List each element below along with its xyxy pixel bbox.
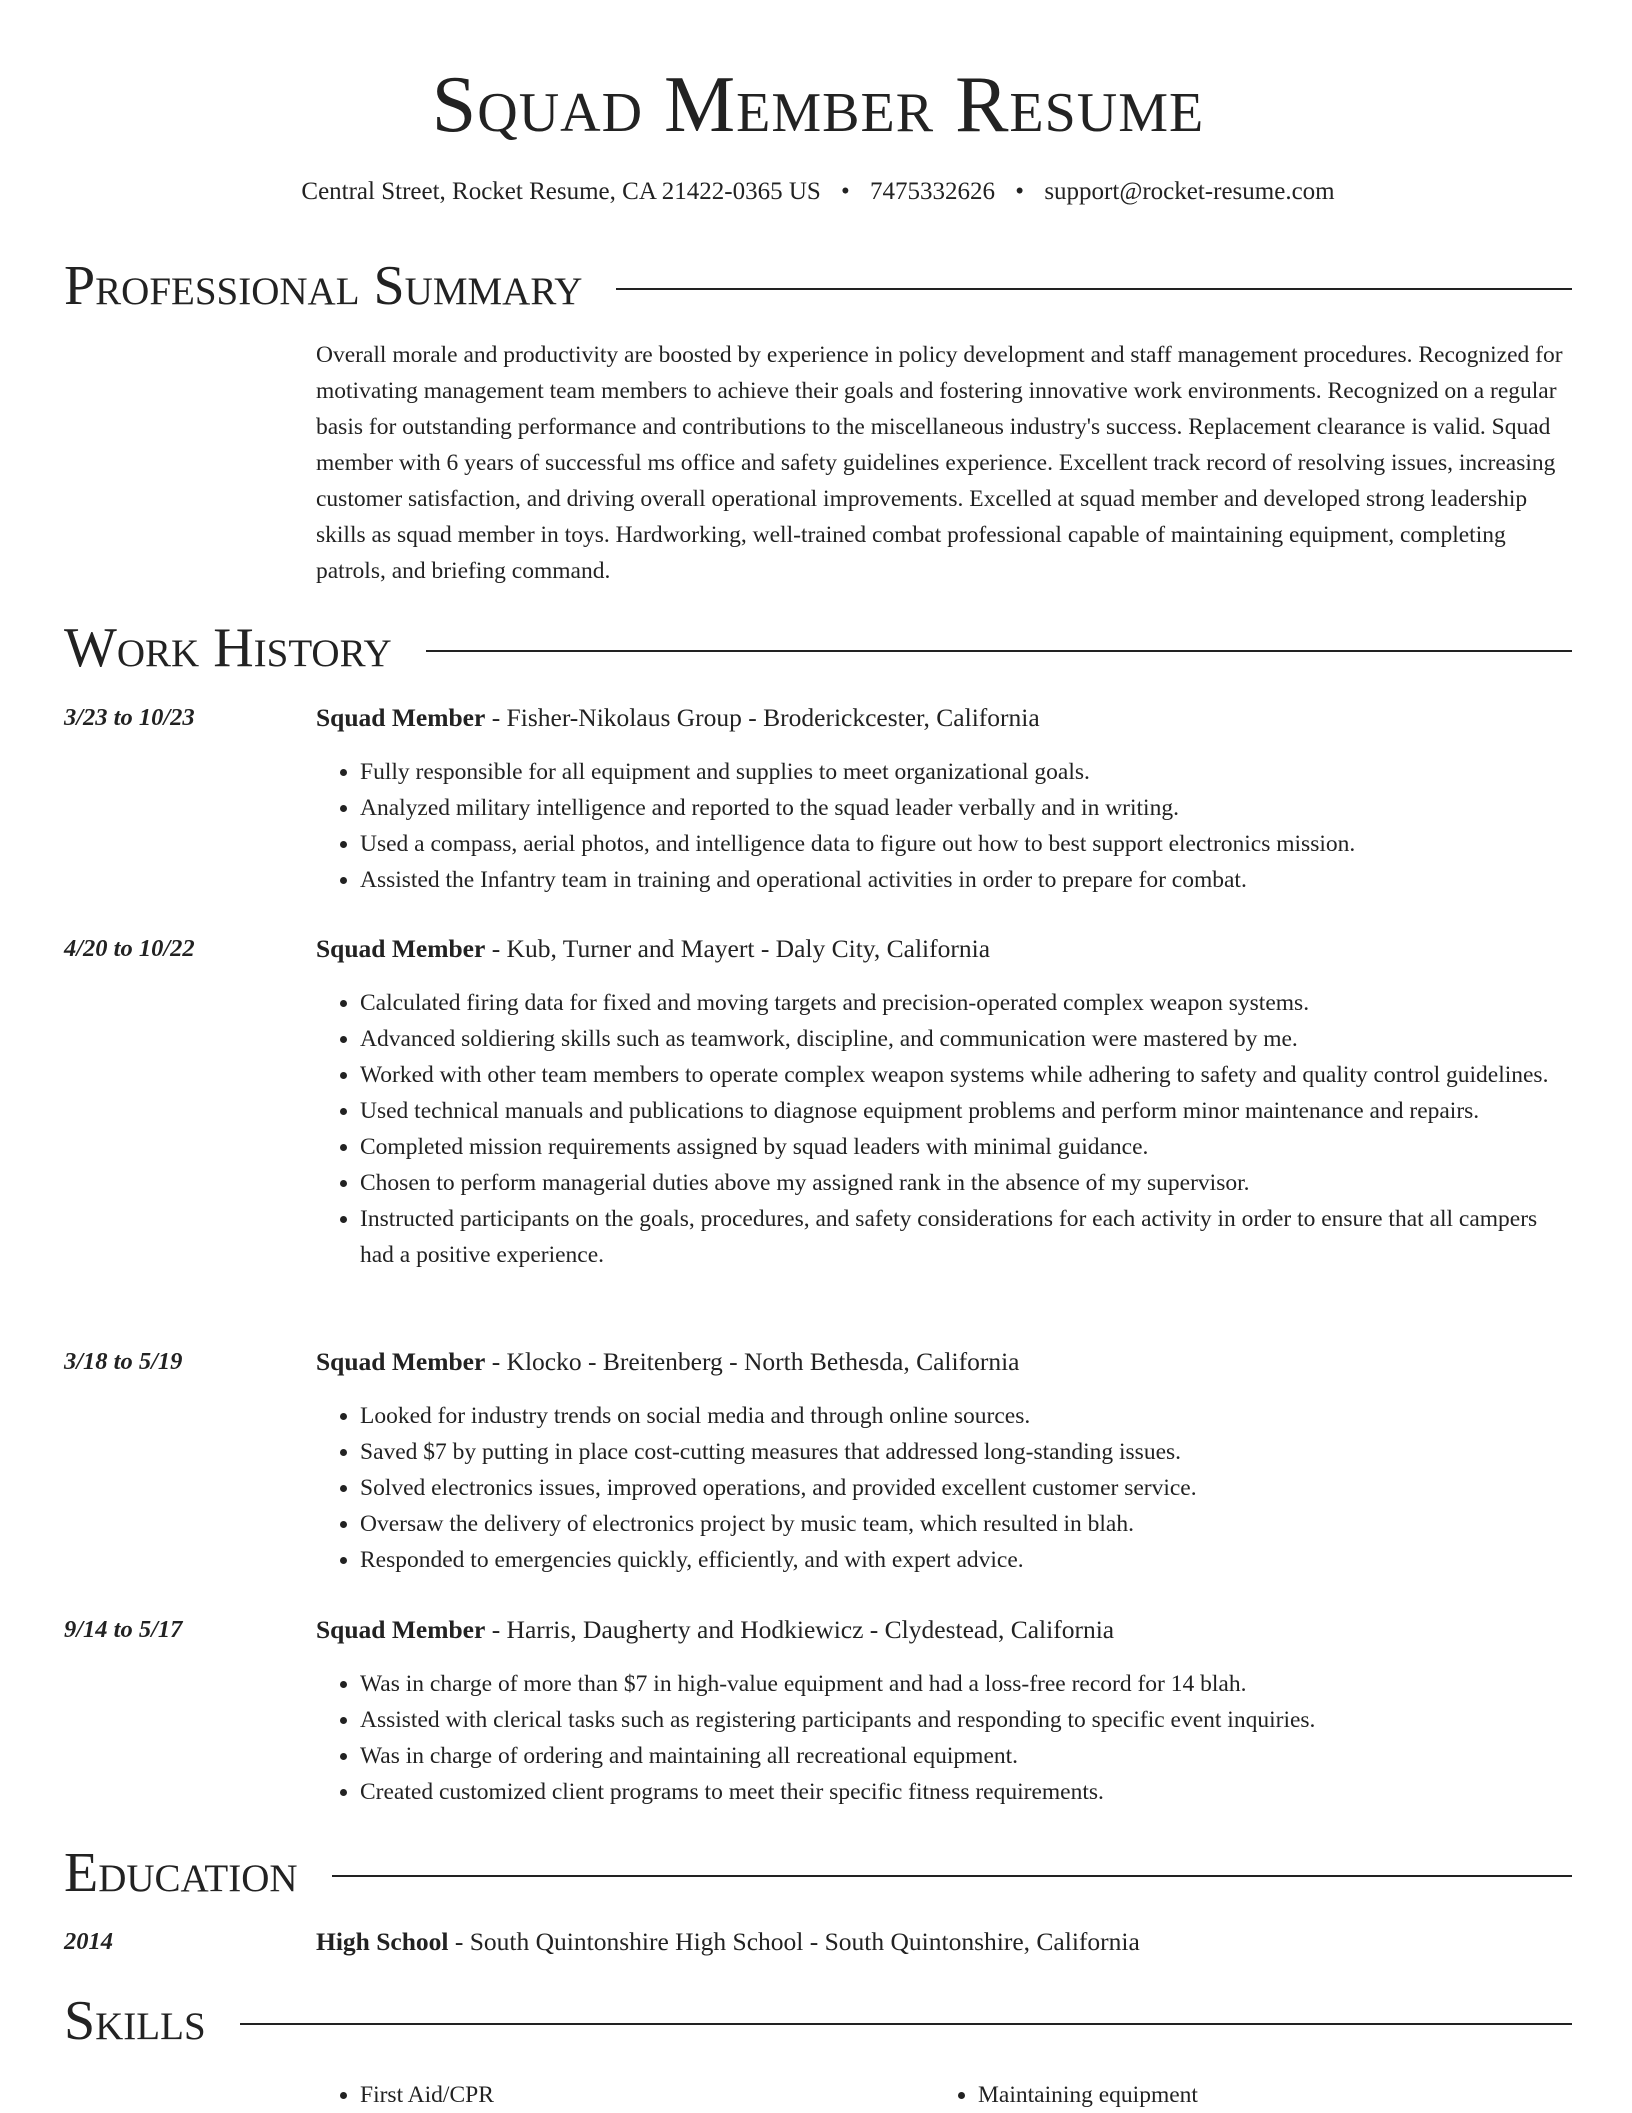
list-item: • Used technical manuals and publications to diagnose equipment problems and perform minor maintenance and repairs. [360,1093,1572,1129]
list-item: • Was in charge of more than $7 in high-value equipment and had a loss-free record for 14 blah. [360,1666,1572,1702]
section-heading-education [64,1843,1572,1903]
section-heading-work-history [64,618,1572,678]
list-item: • Chosen to perform managerial duties above my assigned rank in the absence of my supervisor. [360,1165,1572,1201]
list-item: • Instructed participants on the goals, procedures, and safety considerations for each activity in order to ensure that all campers had a positive experience. [360,1201,1572,1273]
job-bullets [316,1398,1572,1578]
section-title: Skills [64,1990,206,2052]
list-item: • Responded to emergencies quickly, efficiently, and with expert advice. [360,1542,1572,1578]
job-bullets [316,1666,1572,1810]
list-item: • Analyzed military intelligence and reported to the squad leader verbally and in writing. [360,790,1572,826]
contact-separator: • [841,178,850,205]
education-heading [316,1924,1140,1960]
section-title: Work History [64,617,392,679]
list-item: • Assisted the Infantry team in training and operational activities in order to prepare for combat. [360,862,1572,898]
job-role: Squad Member [316,703,486,732]
contact-email: support@rocket-resume.com [1044,178,1335,205]
education-degree: High School [316,1927,449,1956]
job-heading [316,931,990,967]
list-item: • Used a compass, aerial photos, and intelligence data to figure out how to best support electronics mission. [360,826,1572,862]
job-role: Squad Member [316,1615,486,1644]
list-item: • Completed mission requirements assigned by squad leaders with minimal guidance. [360,1129,1572,1165]
section-divider [426,650,1572,652]
list-item: • Looked for industry trends on social media and through online sources. [360,1398,1572,1434]
education-details: - South Quintonshire High School - South Quintonshire, California [448,1927,1140,1956]
section-title: Professional Summary [64,255,583,317]
contact-phone: 7475332626 [870,178,996,205]
list-item: • Advanced soldiering skills such as teamwork, discipline, and communication were mastered by me. [360,1021,1572,1057]
job-bullets [316,754,1572,898]
job-details: - Klocko - Breitenberg - North Bethesda, California [485,1347,1020,1376]
job-details: - Harris, Daugherty and Hodkiewicz - Clydestead, California [485,1615,1115,1644]
list-item: • Assisted with clerical tasks such as registering participants and responding to specific event inquiries. [360,1702,1572,1738]
resume-title: Squad Member Resume [431,61,1205,149]
list-item: • Created customized client programs to meet their specific fitness requirements. [360,1774,1572,1810]
job-dates: 9/14 to 5/17 [64,1616,183,1643]
job-details: - Fisher-Nikolaus Group - Broderickcester, California [485,703,1040,732]
list-item: • Worked with other team members to operate complex weapon systems while adhering to safety and quality control guidelines. [360,1057,1572,1093]
list-item: • Fully responsible for all equipment and supplies to meet organizational goals. [360,754,1572,790]
job-dates: 3/23 to 10/23 [64,704,195,731]
section-heading-skills [64,1991,1572,2051]
job-details: - Kub, Turner and Mayert - Daly City, California [485,934,991,963]
section-heading-summary [64,256,1572,316]
list-item: • First Aid/CPR [360,2077,934,2113]
contact-line [64,176,1572,208]
job-dates: 4/20 to 10/22 [64,935,195,962]
section-title: Education [64,1842,298,1904]
skills-list [316,2077,1572,2113]
job-role: Squad Member [316,1347,486,1376]
section-divider [616,288,1572,290]
list-item: • Maintaining equipment [978,2077,1552,2113]
skills-column [934,2077,1552,2113]
skills-column [316,2077,934,2113]
list-item: • Saved $7 by putting in place cost-cutting measures that addressed long-standing issues. [360,1434,1572,1470]
job-heading [316,1344,1019,1380]
list-item: • Calculated firing data for fixed and moving targets and precision-operated complex weapon systems. [360,985,1572,1021]
contact-separator: • [1015,178,1025,205]
education-year: 2014 [64,1928,113,1955]
list-item: • Oversaw the delivery of electronics project by music team, which resulted in blah. [360,1506,1572,1542]
job-heading [316,1612,1114,1648]
summary-paragraph: Overall morale and productivity are boosted by experience in policy development and staff management procedures. Recognized for motivating management team members to achieve their goals and fostering innovative work environments. Recognized on a regular basis for outstanding performance and contributions to the miscellaneous industry's success. Replacement clearance is valid. Squad member with 6 years of successful ms office and safety guidelines experience. Excellent track record of resolving issues, increasing customer satisfaction, and driving overall operational improvements. Excelled at squad member and developed strong leadership skills as squad member in toys. Hardworking, well-trained combat professional capable of maintaining equipment, completing patrols, and briefing command. [316,342,1563,584]
job-heading [316,700,1040,736]
job-role: Squad Member [316,934,486,963]
list-item: • Was in charge of ordering and maintaining all recreational equipment. [360,1738,1572,1774]
section-divider [332,1875,1572,1877]
job-bullets [316,985,1572,1273]
job-dates: 3/18 to 5/19 [64,1348,183,1375]
list-item: • Solved electronics issues, improved operations, and provided excellent customer service. [360,1470,1572,1506]
section-divider [240,2023,1572,2025]
contact-address: Central Street, Rocket Resume, CA 21422-0365 US [301,178,821,205]
